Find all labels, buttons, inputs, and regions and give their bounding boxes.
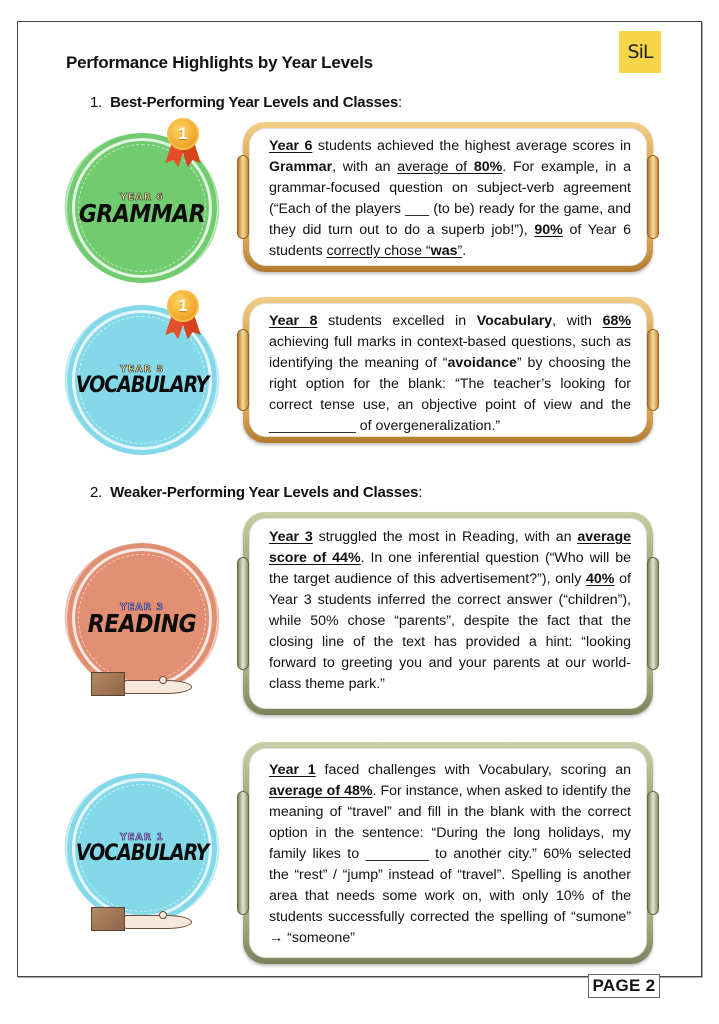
- section-heading-best: [90, 94, 402, 111]
- text: correctly chose “: [326, 243, 431, 259]
- highlight-panel-year6: [243, 122, 653, 272]
- year-label: Year 3: [269, 529, 313, 545]
- badge-year: YEAR 6: [120, 192, 164, 203]
- highlight-text-year3: [249, 518, 647, 709]
- average-score: average score of 44%: [269, 529, 631, 566]
- highlight-panel-year1: [243, 742, 653, 964]
- section-number: 2.: [90, 484, 103, 501]
- section-title: Weaker-Performing Year Levels and Classes: [110, 484, 419, 501]
- text: achieving full marks in context-based questions, such as identifying the meaning of “: [269, 334, 631, 371]
- frame-handle-right: [647, 791, 659, 915]
- frame-handle-left: [237, 791, 249, 915]
- text: . For instance, when asked to identify the meaning of “travel” and fill in the blank with the correct option in the sentence: “During the long holidays, my family likes to ________ to another city.” 60% selected the “rest” / “jump” instead of “travel”. Spelling is another area that needs some work on, with only 10% of the students successfully corrected the spelling of “sumone” → “someone”: [269, 783, 632, 946]
- frame-handle-right: [647, 557, 659, 671]
- section-number: 1.: [90, 94, 103, 111]
- medal-number: 1: [167, 118, 199, 150]
- percent-full-marks: 68%: [602, 313, 631, 329]
- subject-label: Grammar: [269, 159, 333, 175]
- text: average of: [397, 159, 474, 175]
- highlight-text-year6: [249, 128, 647, 266]
- text: of Year 6 students: [269, 222, 631, 259]
- percent-correct: 40%: [586, 571, 615, 587]
- badge-subject: VOCABULARY: [75, 840, 209, 866]
- badge-subject: GRAMMAR: [78, 200, 206, 229]
- text: ”: [457, 243, 463, 259]
- frame-handle-left: [237, 155, 249, 239]
- correct-answer: was: [430, 243, 458, 259]
- medal-number: 1: [167, 290, 199, 322]
- frame-handle-right: [647, 155, 659, 239]
- percent-correct: 90%: [534, 222, 563, 238]
- sil-logo: SiL: [619, 31, 661, 73]
- text: students achieved the highest average scores in: [312, 138, 631, 154]
- text: , with: [552, 313, 603, 329]
- text: , with an: [332, 159, 398, 175]
- frame-handle-left: [237, 557, 249, 671]
- text: .: [462, 243, 467, 259]
- subject-label: Vocabulary: [476, 313, 553, 329]
- year-label: Year 6: [269, 138, 313, 154]
- badge-year: YEAR 1: [120, 832, 164, 843]
- text: . In one inferential question (“Who will be the target audience of this advertisement?”), only: [269, 550, 632, 587]
- badge-year1-vocabulary: [62, 768, 222, 928]
- section-heading-weaker: [90, 484, 422, 501]
- text: . For example, in a grammar-focused question on subject-verb agreement (“Each of the players ___ (to be) ready for the game, and they did turn out to do a superb job!”),: [269, 159, 631, 238]
- highlight-panel-year3: [243, 512, 653, 715]
- page-title: Performance Highlights by Year Levels: [66, 53, 373, 72]
- section-colon: :: [398, 94, 402, 111]
- highlight-text-year1: [249, 748, 647, 958]
- average-score: 80%: [473, 159, 503, 175]
- frame-handle-left: [237, 329, 249, 411]
- text: struggled the most in Reading, with an: [312, 529, 578, 545]
- section-title: Best-Performing Year Levels and Classes: [110, 94, 399, 111]
- text: faced challenges with Vocabulary, scoring an: [315, 762, 631, 778]
- year-label: Year 1: [269, 762, 316, 778]
- section-colon: :: [418, 484, 423, 501]
- page-number-label: PAGE 2: [588, 974, 660, 998]
- gold-medal-icon: [165, 290, 201, 346]
- text: of Year 3 students inferred the correct answer (“children”), while 50% chose “parents”, despite the fact that the closing line of the text has provided a hint: “looking forward to greeting you and your parents at our world-class theme park.”: [269, 571, 631, 692]
- open-hand-icon: [91, 905, 211, 933]
- badge-subject: READING: [87, 610, 197, 639]
- badge-subject: VOCABULARY: [75, 372, 209, 398]
- badge-year: YEAR 8: [120, 364, 164, 375]
- frame-handle-right: [647, 329, 659, 411]
- badge-year: YEAR 3: [120, 602, 164, 613]
- open-hand-icon: [91, 670, 211, 698]
- highlight-panel-year8: [243, 297, 653, 443]
- text: students excelled in: [317, 313, 477, 329]
- text: ” by choosing the right option for the blank: “The teacher’s looking for correct tense use, an objective point of view and the ___________ of overgeneralization.”: [269, 355, 631, 434]
- gold-medal-icon: [165, 118, 201, 174]
- average-score: average of 48%: [269, 783, 373, 799]
- year-label: Year 8: [269, 313, 318, 329]
- target-word: avoidance: [447, 355, 517, 371]
- highlight-text-year8: [249, 303, 647, 437]
